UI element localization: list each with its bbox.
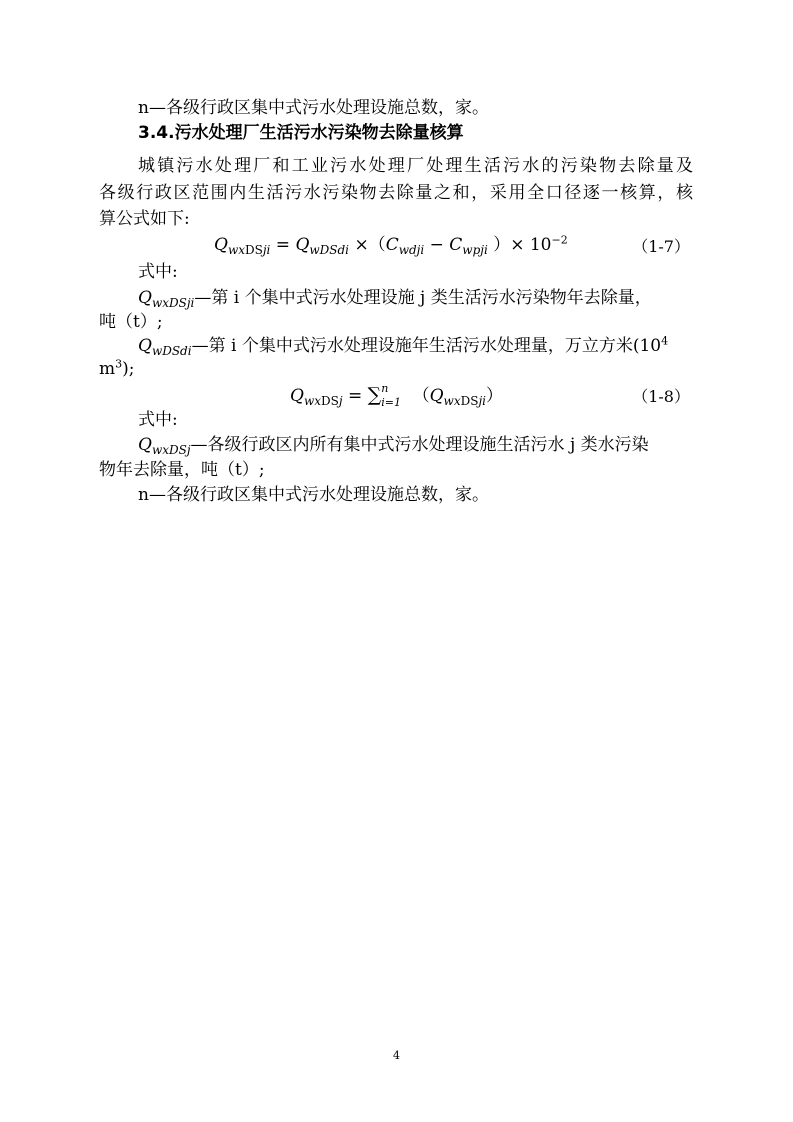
text-line: n—各级行政区集中式污水处理设施总数，家。: [138, 98, 489, 118]
paragraph-line-1: 城镇污水处理厂和工业污水处理厂处理生活污水的污染物去除量及: [138, 156, 693, 176]
definition-q-wxdsji-cont: 吨（t）;: [99, 312, 163, 332]
equation-1-7: $Q_{wxDSji} = Q_{wDSdi} \times(C_{wdji} - C_{wpji}$ ）× $10^{-2}$: [214, 233, 568, 257]
definition-q-wdsdi: $Q_{wDSdi}—$第 i 个集中式污水处理设施年生活污水处理量，万立方米($10^4$: [138, 334, 669, 358]
where-label-1: 式中:: [138, 262, 178, 282]
definition-q-wxdsj: $Q_{wxDSj}—$各级行政区内所有集中式污水处理设施生活污水 j 类水污染: [138, 435, 649, 457]
definition-n-bottom: n—各级行政区集中式污水处理设施总数，家。: [138, 485, 489, 505]
where-label-2: 式中:: [138, 410, 178, 430]
definition-n-top: [138, 97, 489, 119]
section-heading: 3.4.污水处理厂生活污水污染物去除量核算: [138, 123, 464, 143]
definition-q-wdsdi-cont: $m^3$);: [99, 357, 135, 379]
page-number: 4: [393, 1049, 400, 1062]
definition-q-wxdsj-cont: 物年去除量，吨（t）;: [99, 460, 265, 480]
equation-number-1-7: （1-7）: [632, 237, 690, 256]
paragraph-line-3: 算公式如下:: [99, 209, 190, 229]
equation-number-1-8: （1-8）: [632, 387, 690, 406]
definition-q-wxdsji: $Q_{wxDSji}—$第 i 个集中式污水处理设施 j 类生活污水污染物年去除量，: [138, 288, 652, 310]
equation-1-8: $Q_{wxDSj}$ = ∑ n i=1 $(Q_{wxDSji})$: [290, 382, 503, 409]
paragraph-line-2: 各级行政区范围内生活污水污染物去除量之和，采用全口径逐一核算，核: [99, 183, 693, 203]
